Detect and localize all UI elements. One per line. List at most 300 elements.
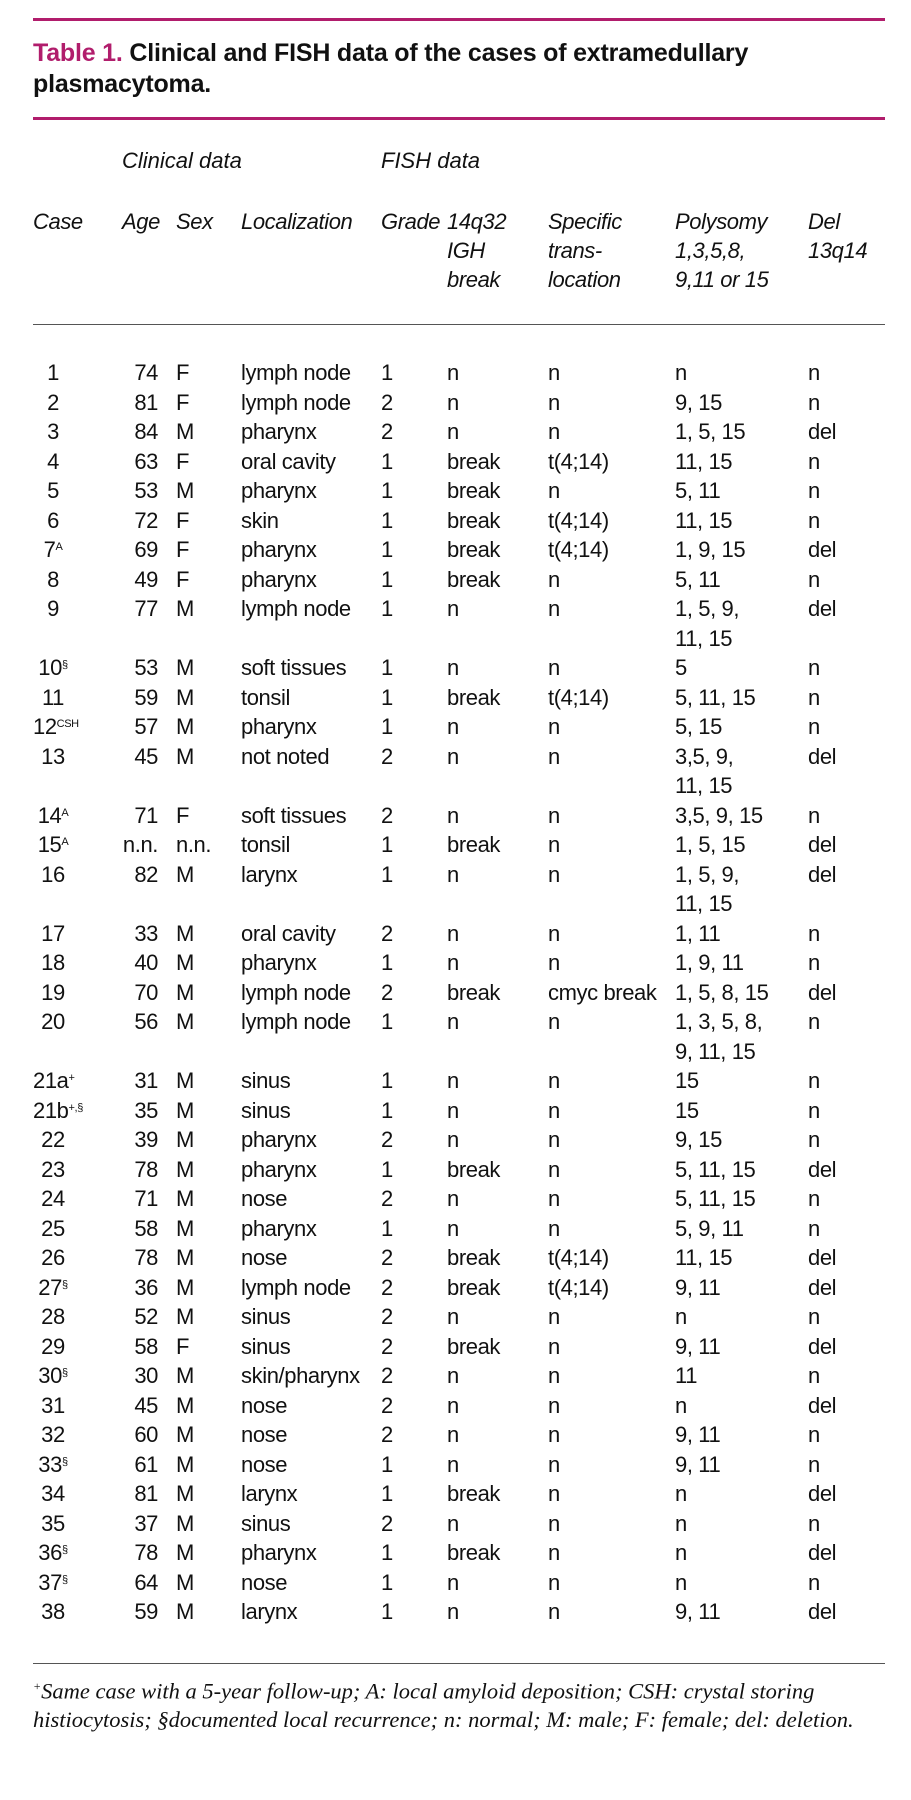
cell-loc: sinus [241,1068,291,1093]
polysomy-line: 15 [675,1068,699,1093]
caption-top-rule [33,18,885,21]
cell-age: 58 [134,1333,158,1359]
cell-del: del [808,1481,837,1506]
cell-age: 40 [134,950,158,975]
cell-loc: not noted [241,743,330,769]
cell-sex: M [176,1422,194,1447]
cell-grade: 1 [381,1009,393,1034]
cell-loc: tonsil [241,832,290,857]
cell-grade: 2 [381,1333,393,1359]
cell-age: 61 [134,1451,158,1477]
cell-del: n [808,802,820,828]
table-row [0,978,911,1008]
cell-poly [675,1420,720,1450]
column-header-sex [176,207,213,236]
cell-igh: n [447,714,459,739]
cell-grade: 2 [381,1304,393,1329]
case-number: 37 [38,1569,62,1595]
case-number: 23 [41,1156,65,1182]
cell-loc: lymph node [241,1009,351,1034]
cell-del: del [808,832,837,857]
case-superscript: § [61,1573,68,1586]
cell-age: 63 [134,448,158,474]
polysomy-line: 5, 11, 15 [675,684,756,710]
polysomy-line: n [675,1481,687,1506]
cell-poly [675,506,732,536]
cell-trans: n [548,1451,560,1477]
cell-igh: n [447,1569,459,1595]
cell-del: n [808,478,820,503]
cell-grade: 1 [381,1451,393,1477]
cell-age: 72 [134,507,158,533]
cell-sex: F [176,566,190,592]
table-row [0,860,911,919]
cell-grade: 1 [381,950,393,975]
cell-igh: n [447,655,459,680]
cell-age: 45 [134,743,158,769]
cell-poly [675,1273,720,1303]
footer-rule [33,1663,885,1664]
cell-sex: M [176,979,194,1005]
cell-trans: n [548,1068,560,1093]
cell-age: 33 [134,920,158,946]
cell-loc: lymph node [241,360,351,385]
cell-age: 60 [134,1422,158,1447]
cell-loc: nose [241,1422,288,1447]
cell-sex: M [176,1392,194,1418]
cell-poly [675,1302,687,1332]
column-header-line: IGH [447,238,485,263]
cell-sex: F [176,802,190,828]
table-row [0,506,911,536]
table-row [0,1302,911,1332]
case-number: 33 [38,1451,62,1477]
case-number: 7 [43,537,56,562]
polysomy-line: 5, 9, 11 [675,1215,744,1241]
cell-poly [675,1007,762,1066]
cell-age: 69 [134,537,158,562]
cell-case [33,1538,73,1568]
cell-trans: n [548,1481,560,1506]
cell-del: n [808,360,820,385]
cell-del: del [808,1333,837,1359]
table-row [0,1184,911,1214]
cell-case [33,712,79,742]
cell-trans: t(4;14) [548,684,609,710]
column-header-line: 9,11 or 15 [675,267,769,292]
cell-age: 53 [134,478,158,503]
cell-sex: M [176,1274,194,1300]
cell-loc: soft tissues [241,655,347,680]
cell-case [33,1450,73,1480]
cell-case [33,1007,73,1037]
column-header-line: Grade [381,209,441,234]
cell-sex: M [176,950,194,975]
cell-grade: 1 [381,596,393,621]
polysomy-line: 3,5, 9, [675,743,734,769]
table-footnote [33,1672,863,1735]
group-header-fish: FISH data [381,148,481,173]
table-row [0,388,911,418]
polysomy-line: 5, 11 [675,566,721,592]
cell-loc: sinus [241,1097,291,1123]
table-row [0,535,911,565]
polysomy-line: 1, 5, 9, [675,596,740,621]
group-header-clinical: Clinical data [122,148,242,173]
polysomy-line: 11, 15 [675,773,733,798]
cell-loc: nose [241,1451,288,1477]
cell-case [33,594,73,624]
cell-poly [675,594,739,653]
cell-trans: n [548,1510,560,1536]
cell-sex: M [176,1215,194,1241]
case-superscript: CSH [56,718,79,730]
cell-sex: M [176,714,194,739]
cell-del: del [808,1274,837,1300]
column-header-line: Localization [241,209,353,234]
column-header-trans [548,207,622,294]
column-header-line: Sex [176,209,213,234]
cell-sex: M [176,684,194,710]
polysomy-line: 11 [675,1363,698,1388]
cell-case [33,447,73,477]
cell-poly [675,860,739,919]
cell-trans: n [548,1215,560,1241]
cell-igh: break [447,1481,501,1506]
cell-age: 64 [134,1569,158,1595]
cell-igh: n [447,950,459,975]
cell-loc: lymph node [241,979,351,1005]
cell-case [33,742,73,772]
polysomy-line: 9, 11 [675,1274,721,1300]
cell-igh: break [447,566,501,592]
case-number: 28 [41,1304,65,1329]
cell-loc: skin/pharynx [241,1363,360,1388]
cell-grade: 1 [381,1540,393,1565]
case-number: 20 [41,1009,65,1034]
case-number: 21a [33,1068,69,1093]
cell-poly [675,1450,720,1480]
cell-trans: n [548,1392,560,1418]
cell-trans: t(4;14) [548,448,609,474]
cell-sex: M [176,1009,194,1034]
table-caption [33,38,883,100]
cell-igh: break [447,684,501,710]
cell-grade: 1 [381,360,393,385]
case-number: 5 [47,478,59,503]
case-superscript: A [55,541,63,553]
cell-grade: 2 [381,979,393,1005]
table-row [0,1243,911,1273]
cell-sex: M [176,1186,194,1211]
footnote-text: Same case with a 5-year follow-up; A: local amyloid deposition; CSH: crystal storing histiocytosis; §documented local recurrence; n: normal; M: male; F: female; del: deletion. [33,1678,854,1732]
cell-poly [675,1538,687,1568]
cell-poly [675,1125,722,1155]
polysomy-line: 15 [675,1097,699,1123]
polysomy-line: 9, 15 [675,389,722,415]
cell-poly [675,447,732,477]
cell-del: del [808,1540,837,1565]
polysomy-line: 1, 5, 15 [675,419,746,444]
polysomy-line: n [675,1510,687,1536]
table-row [0,683,911,713]
cell-igh: n [447,1127,459,1152]
cell-trans: n [548,861,560,887]
cell-age: 52 [134,1304,158,1329]
cell-del: n [808,1304,820,1329]
cell-age: 81 [134,1481,158,1506]
cell-trans: n [548,360,560,385]
cell-igh: n [447,1304,459,1329]
cell-trans: n [548,1363,560,1388]
cell-grade: 2 [381,389,393,415]
table-row [0,1125,911,1155]
table-row [0,1273,911,1303]
cell-age: 39 [134,1127,158,1152]
cell-poly [675,919,720,949]
cell-grade: 1 [381,1599,393,1624]
cell-igh: break [447,448,501,474]
polysomy-line: n [675,1392,687,1418]
case-superscript: A [61,836,69,848]
column-header-poly [675,207,768,294]
cell-loc: nose [241,1392,288,1418]
case-number: 30 [38,1363,62,1388]
cell-case [33,535,73,565]
cell-age: 36 [134,1274,158,1300]
cell-age: 82 [134,861,158,887]
cell-case [33,1568,73,1598]
cell-trans: n [548,419,560,444]
polysomy-line: 11, 15 [675,507,733,533]
cell-poly [675,1597,720,1627]
cell-del: n [808,1127,820,1152]
cell-sex: M [176,596,194,621]
cell-case [33,860,73,890]
cell-grade: 2 [381,419,393,444]
cell-case [33,1243,73,1273]
case-number: 16 [41,861,65,887]
polysomy-line: 9, 11 [675,1422,721,1447]
cell-case [33,1096,83,1126]
polysomy-line: 9, 11, 15 [675,1038,756,1064]
cell-sex: F [176,507,190,533]
polysomy-line: 5, 11 [675,478,721,503]
cell-trans: cmyc break [548,979,657,1005]
case-number: 3 [47,419,59,444]
column-header-line: 1,3,5,8, [675,238,746,263]
column-header-igh [447,207,506,294]
polysomy-line: 1, 11 [675,920,721,946]
cell-age: 77 [134,596,158,621]
cell-age: 45 [134,1392,158,1418]
cell-grade: 2 [381,1274,393,1300]
cell-grade: 2 [381,802,393,828]
cell-trans: n [548,478,560,503]
cell-igh: n [447,861,459,887]
cell-del: n [808,1215,820,1241]
cell-del: n [808,920,820,946]
cell-age: 49 [134,566,158,592]
cell-case [33,1361,73,1391]
table-row [0,1420,911,1450]
table-row [0,1155,911,1185]
table-row [0,1214,911,1244]
column-header-line: location [548,267,621,292]
cell-grade: 1 [381,478,393,503]
column-header-line: Del [808,209,840,234]
polysomy-line: 1, 5, 8, 15 [675,979,769,1005]
cell-case [33,978,73,1008]
cell-age: 30 [134,1363,158,1388]
cell-poly [675,1568,687,1598]
case-superscript: § [61,1544,68,1556]
cell-poly [675,948,744,978]
table-row [0,712,911,742]
cell-del: n [808,566,820,592]
cell-trans: n [548,566,560,592]
polysomy-line: 1, 9, 15 [675,537,746,562]
cell-age: 78 [134,1245,158,1270]
cell-poly [675,417,745,447]
polysomy-line: 11, 15 [675,891,733,916]
cell-grade: 1 [381,1097,393,1123]
cell-grade: 1 [381,1215,393,1241]
table-body [0,358,911,1627]
column-header-line: 13q14 [808,238,868,263]
cell-sex: M [176,1451,194,1477]
table-row [0,1450,911,1480]
table-row [0,1509,911,1539]
cell-sex: F [176,389,190,415]
cell-del: n [808,507,820,533]
table-row [0,1096,911,1126]
cell-age: 59 [134,684,158,710]
cell-grade: 2 [381,1363,393,1388]
cell-trans: n [548,1186,560,1211]
case-number: 35 [41,1510,65,1536]
polysomy-line: 5, 11, 15 [675,1156,756,1182]
column-header-line: trans- [548,238,602,263]
cell-loc: larynx [241,861,298,887]
cell-del: n [808,684,820,710]
cell-poly [675,1479,687,1509]
cell-age: 31 [134,1068,158,1093]
cell-igh: break [447,537,501,562]
cell-age: 78 [134,1156,158,1182]
cell-igh: n [447,1422,459,1447]
cell-age: 56 [134,1009,158,1034]
column-header-line: Age [122,209,160,234]
polysomy-line: 11, 15 [675,1245,733,1270]
cell-age: 70 [134,979,158,1005]
cell-loc: lymph node [241,596,351,621]
cell-igh: n [447,1097,459,1123]
cell-poly [675,1243,732,1273]
cell-loc: pharynx [241,1540,317,1565]
case-superscript: § [61,1455,68,1468]
case-number: 10 [38,655,62,680]
case-superscript: + [68,1072,75,1084]
case-number: 36 [38,1540,62,1565]
cell-trans: n [548,1127,560,1152]
case-number: 12 [33,714,57,739]
cell-del: n [808,1363,820,1388]
cell-poly [675,801,763,831]
column-header-line: Specific [548,209,622,234]
cell-del: del [808,743,837,769]
cell-sex: n.n. [176,832,212,857]
cell-case [33,1214,73,1244]
table-row [0,1066,911,1096]
cell-grade: 1 [381,861,393,887]
cell-loc: pharynx [241,537,317,562]
table-row [0,476,911,506]
case-number: 14 [37,802,62,828]
cell-loc: sinus [241,1304,291,1329]
cell-sex: M [176,1481,194,1506]
case-superscript: +,§ [68,1101,83,1114]
polysomy-line: n [675,1540,687,1565]
cell-del: n [808,448,820,474]
column-header-line: 14q32 [447,209,507,234]
case-number: 31 [41,1392,65,1418]
cell-sex: M [176,743,194,769]
case-number: 22 [41,1127,65,1152]
case-number: 27 [38,1274,62,1300]
case-superscript: § [61,1278,68,1291]
case-number: 6 [47,507,59,533]
table-row [0,565,911,595]
cell-case [33,1125,73,1155]
cell-del: n [808,1510,820,1536]
cell-del: del [808,419,837,444]
cell-poly [675,358,687,388]
case-superscript: A [61,806,69,819]
cell-grade: 1 [381,537,393,562]
case-number: 26 [41,1245,65,1270]
cell-trans: n [548,1599,560,1624]
table-row [0,1597,911,1627]
cell-igh: n [447,1451,459,1477]
cell-igh: n [447,1068,459,1093]
table-row [0,919,911,949]
cell-igh: break [447,1333,501,1359]
cell-age: 78 [134,1540,158,1565]
polysomy-line: 11, 15 [675,625,733,651]
cell-loc: oral cavity [241,448,336,474]
cell-case [33,653,73,683]
table-row [0,1332,911,1362]
cell-loc: skin [241,507,279,533]
cell-igh: n [447,802,459,828]
case-number: 29 [41,1333,65,1359]
cell-case [33,830,73,860]
polysomy-line: 5, 11, 15 [675,1186,756,1211]
cell-loc: nose [241,1569,288,1595]
cell-sex: M [176,1304,194,1329]
cell-trans: t(4;14) [548,1245,609,1270]
cell-sex: M [176,1156,194,1182]
table-row [0,358,911,388]
cell-grade: 1 [381,566,393,592]
cell-igh: break [447,478,501,503]
cell-trans: t(4;14) [548,1274,609,1300]
polysomy-line: 5 [675,655,687,680]
column-header-grade [381,207,440,236]
polysomy-line: 9, 11 [675,1451,721,1477]
cell-age: 71 [134,1186,158,1211]
